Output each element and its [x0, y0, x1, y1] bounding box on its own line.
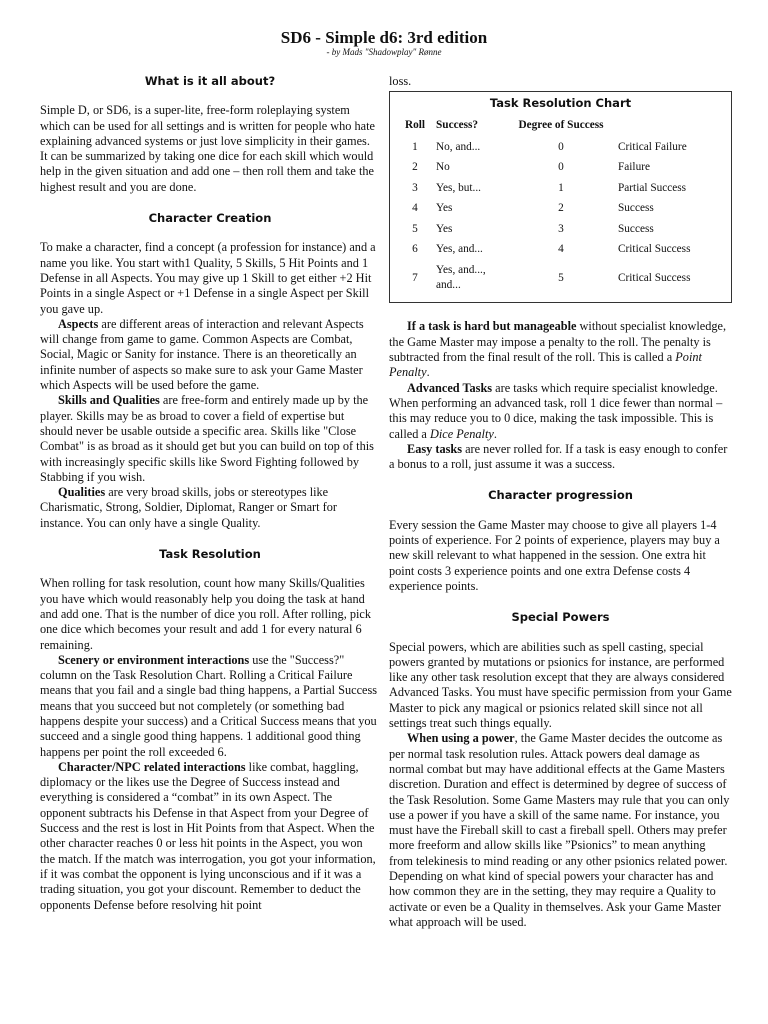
left-column	[40, 74, 380, 913]
table-row	[396, 261, 725, 297]
qualities-term: Qualities	[58, 485, 106, 500]
qualities-text: are very broad skills, jobs or stereotypes like Charismatic, Strong, Soldier, Diplomat, Ranger or Smart for instance. You can only have a single Quality.	[40, 485, 337, 530]
cell-outcome: Critical Success	[618, 271, 691, 284]
advanced-text-b: .	[493, 426, 497, 441]
chart-header-row	[396, 116, 725, 138]
scenery-paragraph	[40, 653, 380, 760]
cell-outcome: Success	[618, 202, 654, 215]
advanced-text-a: are tasks which require specialist knowledge. When performing an advanced task, roll 1 dice fewer than normal – this may reduce you to 0 dice, making the task impossible. This is called a	[389, 380, 723, 441]
aspects-text: are different areas of interaction and relevant Aspects will change from game to game. Common Aspects are Combat, Social, Magic or Sanity for instance. There is an theoretically an infinite number of aspects so make sure to ask your Game Master which Aspects will be used before the game.	[40, 316, 364, 393]
table-row	[396, 138, 725, 159]
cell-success: Yes, and...	[436, 243, 483, 256]
table-row	[396, 179, 725, 200]
progression-paragraph: Every session the Game Master may choose to give all players 1-4 points of experience. For 2 points of experience, players may buy a new skill relevant to what happened in the session. One extra hit point costs 3 experience points and one extra Defense costs 4 experience points.	[389, 517, 720, 593]
npc-text: like combat, haggling, diplomacy or the likes use the Degree of Success instead and everything is considered a “combat” in its own Aspect. The opponent subtracts his Defense in that Aspect from your Degree of Success and the rest is lost in Hit Points from that Aspect. When the other character reaches 0 or less hit points in the Aspect, you won the match. If the match was interrogation, you got your information, if it was combat the opponent is lying unconscious and if it was a trading situation, you got your discount. Remember to deduct the opponents Defense before resolving hit point	[40, 759, 376, 912]
hard-text-b: .	[426, 365, 430, 380]
table-row	[396, 158, 725, 179]
cell-success: Yes	[436, 222, 453, 235]
cell-degree: 5	[558, 271, 564, 284]
cell-outcome: Success	[618, 222, 654, 235]
hard-term: If a task is hard but manageable	[407, 319, 577, 334]
cell-roll: 4	[412, 202, 418, 215]
special-powers-heading: Special Powers	[511, 610, 610, 625]
about-paragraph: Simple D, or SD6, is a super-lite, free-form roleplaying system which can be used for all settings and is written for people who hate explaining advanced systems or just love simplicity in their games. It can be summarized by taking one dice for each skill which would help in the given situation and add one – then roll them and take the highest result and you are done.	[40, 103, 375, 194]
cell-outcome: Failure	[618, 161, 650, 174]
loss-continuation: loss.	[389, 74, 412, 88]
hard-text-a: without specialist knowledge, the Game Master may impose a penalty to the roll. The penalty is subtracted from the final result of the roll. This is called a	[389, 319, 727, 365]
cell-success: No, and...	[436, 140, 481, 153]
cell-degree: 0	[558, 161, 564, 174]
advanced-task-paragraph	[389, 381, 732, 442]
cell-degree: 2	[558, 202, 564, 215]
cell-success: Yes, and..., and...	[436, 263, 486, 292]
npc-paragraph	[40, 760, 380, 913]
cell-success: Yes, but...	[436, 181, 481, 194]
aspects-paragraph	[40, 317, 380, 393]
scenery-text: use the "Success?" column on the Task Resolution Chart. Rolling a Critical Failure means that you fail and a single bad thing happens, a Partial Success means that you succeed but not completely (or something bad happens despite your success) and a Critical Success means that you succeed and a single good thing happens. 1 additional good thing happens per point the roll exceeded 6.	[40, 652, 378, 759]
skills-term: Skills and Qualities	[58, 393, 160, 408]
cell-degree: 3	[558, 222, 564, 235]
easy-term: Easy tasks	[407, 441, 463, 456]
cell-outcome: Critical Success	[618, 243, 691, 256]
right-column	[389, 74, 732, 930]
cell-roll: 7	[412, 271, 418, 284]
character-progression-heading: Character progression	[488, 488, 633, 503]
aspects-term: Aspects	[58, 316, 99, 331]
point-penalty-term: Point Penalty	[389, 350, 702, 380]
task-resolution-chart	[389, 91, 732, 303]
power-use-text: , the Game Master decides the outcome as per normal task resolution rules. Attack powers deal damage as normal combat but may have additional effects at the Game Masters discretion. Duration and effect is determined by degree of success of the Task Resolution. Some Game Masters may rule that you can only use a power if you have a skill of the same name. For instance, you must have the Fireball skill to cast a fireball spell. Others may prefer more freeform and allow skills like ”Psionics” to mean anything from telekinesis to mind reading or any other psionics related power. Depending on what kind of special powers your character has and how common they are in the setting, they may require a Quality to activate or even be a Quality in themselves. Ask your Game Master what approach will be used.	[389, 731, 730, 929]
easy-text: are never rolled for. If a task is easy enough to confer a bonus to a roll, just assume it was a success.	[389, 441, 728, 472]
table-row	[396, 240, 725, 261]
task-resolution-heading: Task Resolution	[159, 547, 261, 562]
npc-term: Character/NPC related interactions	[58, 759, 246, 774]
cell-roll: 6	[412, 243, 418, 256]
qualities-paragraph	[40, 485, 380, 531]
skills-paragraph	[40, 393, 380, 485]
table-row	[396, 199, 725, 220]
header-success: Success?	[436, 118, 479, 131]
task-paragraph: When rolling for task resolution, count how many Skills/Qualities you have which would reasonably help you doing the task at hand and add one. That is the number of dice you roll. After rolling, pick one dice which becomes your result and add 1 for every natural 6 remaining.	[40, 576, 372, 652]
document-title: SD6 - Simple d6: 3rd edition	[280, 28, 488, 47]
cell-degree: 0	[558, 140, 564, 153]
cell-roll: 3	[412, 181, 418, 194]
cell-success: Yes	[436, 202, 453, 215]
chart-title: Task Resolution Chart	[489, 96, 632, 111]
header-outcome	[616, 116, 725, 138]
author-byline: - by Mads "Shadowplay" Rønne	[326, 47, 442, 57]
cell-roll: 1	[412, 140, 418, 153]
character-creation-heading: Character Creation	[148, 211, 272, 226]
table-row	[396, 220, 725, 241]
cell-degree: 1	[558, 181, 564, 194]
cell-outcome: Partial Success	[618, 181, 687, 194]
about-heading: What is it all about?	[144, 74, 276, 88]
hard-task-paragraph	[389, 319, 732, 380]
cell-success: No	[436, 161, 450, 174]
power-use-paragraph	[389, 731, 732, 930]
cell-roll: 2	[412, 161, 418, 174]
powers-paragraph: Special powers, which are abilities such as spell casting, special powers granted by mutations or psionics for instance, are performed like any other task resolution except that they are always considered Advanced Tasks. You must have specific permission from your Game Master to pick any magical or psionics related skill since not all settings treat such things equally.	[389, 639, 732, 731]
power-use-term: When using a power	[407, 731, 515, 746]
cell-degree: 4	[558, 243, 564, 256]
creation-paragraph: To make a character, find a concept (a profession for instance) and a name you like. You start with1 Quality, 5 Skills, 5 Hit Points and 1 Defense in all Aspects. You may give up 1 Skill to get either +2 Hit Points in a single Aspect or +1 Defense in a single Aspect per Skill you gave up.	[40, 240, 376, 316]
scenery-term: Scenery or environment interactions	[58, 652, 250, 667]
header-degree: Degree of Success	[518, 118, 604, 131]
chart-table	[396, 116, 725, 297]
cell-roll: 5	[412, 222, 418, 235]
advanced-term: Advanced Tasks	[407, 380, 493, 395]
dice-penalty-term: Dice Penalty	[429, 426, 494, 441]
cell-outcome: Critical Failure	[618, 140, 687, 153]
skills-text: are free-form and entirely made up by the player. Skills may be as broad to cover a field of expertise but should never be usable outside a specific area. Skills like "Close Combat" is as broad as it should get but you can build on top of this with increasingly specific skills like Sword Fighting followed by Stabbing if you wish.	[40, 393, 374, 484]
header-roll: Roll	[404, 118, 426, 131]
easy-task-paragraph	[389, 442, 732, 473]
